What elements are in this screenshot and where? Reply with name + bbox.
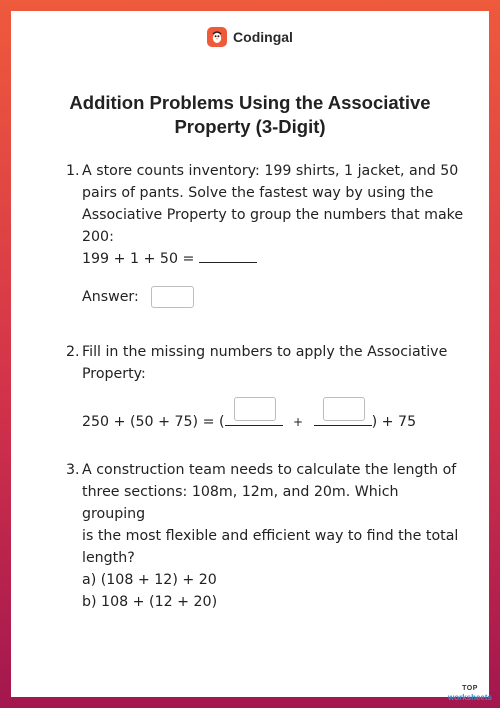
worksheet [11,11,489,697]
question-3 [66,459,466,613]
title-line-2: Property (3-Digit) [174,116,326,137]
brand-header [11,27,489,47]
question-number: 3. [66,462,80,478]
question-text-line: length? [82,550,135,566]
question-text-line: A store counts inventory: 199 shirts, 1 jacket, and 50 [82,163,459,179]
topworksheets-watermark [448,684,492,702]
equation-text: 199 + 1 + 50 = [82,251,195,267]
equation [82,248,466,270]
question-number: 1. [66,163,80,179]
watermark-line-2: worksheets [447,693,492,702]
equation [82,409,466,433]
question-text-line: three sections: 108m, 12m, and 20m. Which grouping [82,484,399,522]
equation-part: 250 + (50 + 75) = ( [82,414,225,430]
answer-blank[interactable] [199,248,257,263]
question-text-line: Property: [82,366,146,382]
option-a[interactable]: a) (108 + 12) + 20 [82,572,217,588]
question-number: 2. [66,344,80,360]
option-b[interactable]: b) 108 + (12 + 20) [82,594,218,610]
question-2 [66,341,466,433]
answer-label: Answer: [82,289,139,305]
answer-row [82,286,466,308]
question-text-line: Fill in the missing numbers to apply the Associative [82,344,448,360]
question-1 [66,160,466,308]
question-text-line: Associative Property to group the numbers that make [82,207,464,223]
blank-2 [314,409,372,426]
question-text-line: 200: [82,229,114,245]
watermark-line-1: TOP [462,685,478,692]
blank-1 [225,409,283,426]
codingal-logo-icon [207,27,227,47]
equation-part: ) + 75 [371,414,417,430]
page-title [11,91,489,139]
fill-input-1[interactable] [234,397,276,421]
question-text-line: is the most flexible and efficient way to find the total [82,528,459,544]
question-text-line: A construction team needs to calculate the length of [82,462,457,478]
plus-sign: + [293,415,304,429]
brand-name: Codingal [233,29,293,45]
title-line-1: Addition Problems Using the Associative [69,92,431,113]
fill-input-2[interactable] [323,397,365,421]
question-text-line: pairs of pants. Solve the fastest way by using the [82,185,434,201]
answer-input[interactable] [151,286,194,308]
